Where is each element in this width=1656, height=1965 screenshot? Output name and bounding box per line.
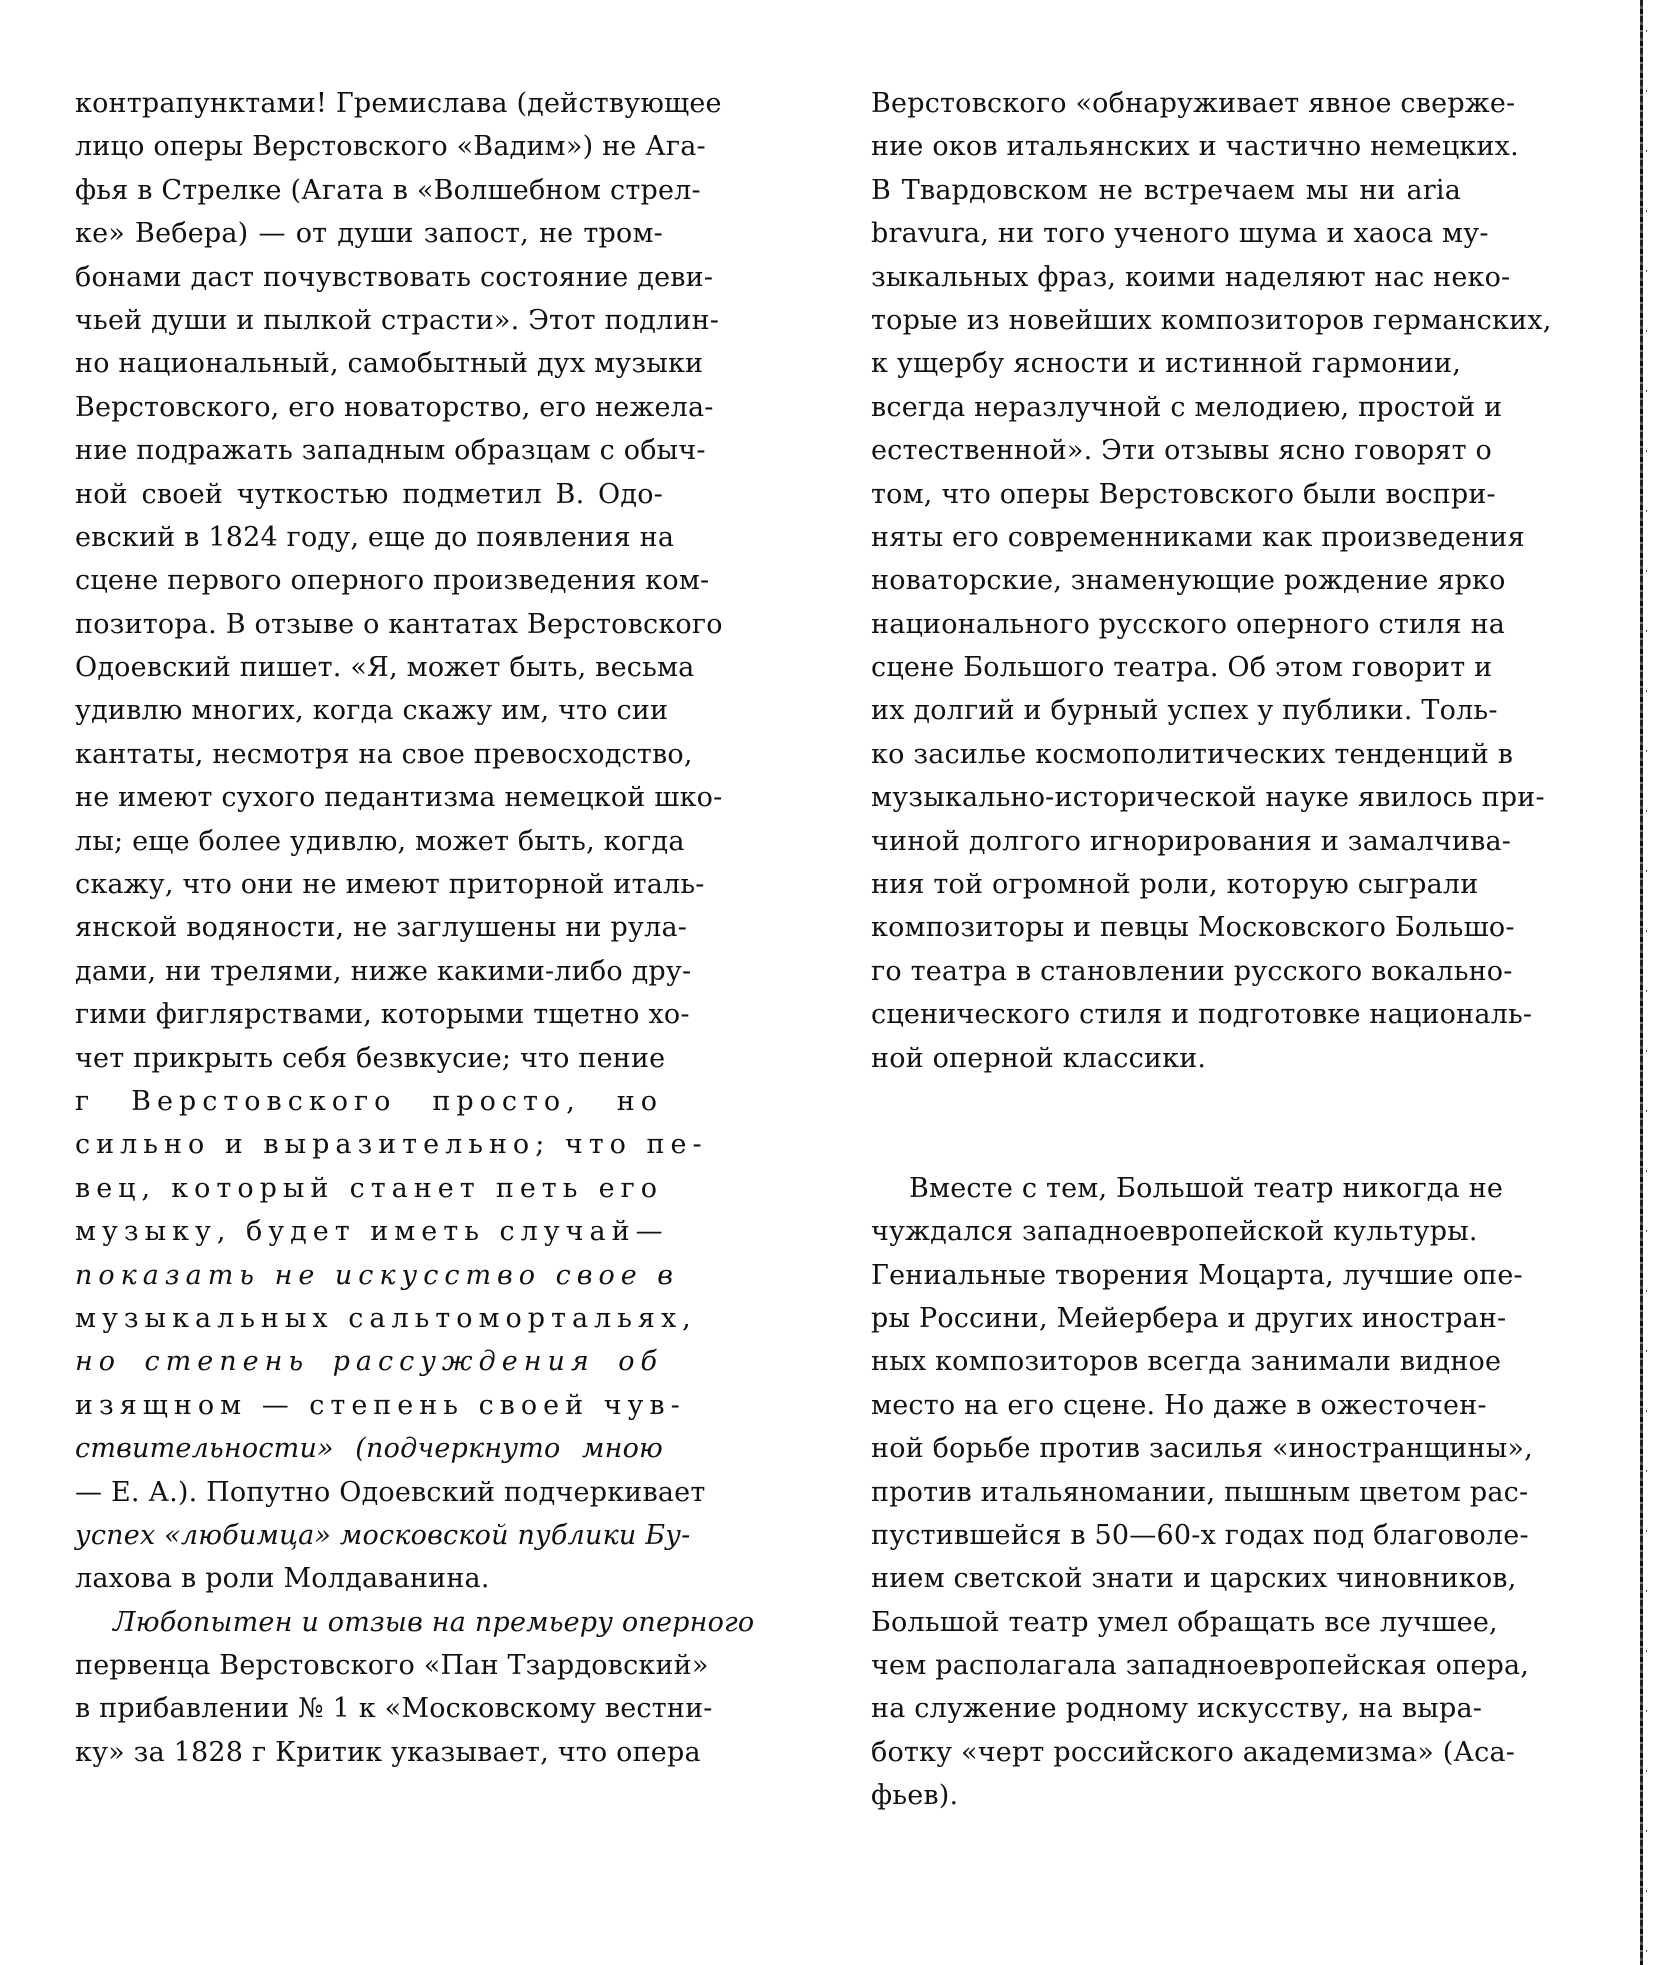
text-line: их долгий и бурный успех у публики. Толь- <box>871 695 1498 727</box>
text-line: всегда неразлучной с мелодиею, простой и <box>871 391 1503 423</box>
text-line-spaced: музыкальных сальтомортальях, <box>75 1302 697 1334</box>
text-line: bravura, ни того ученого шума и хаоса му- <box>871 218 1489 250</box>
text-line: Одоевский пишет. «Я, может быть, весьма <box>75 652 695 684</box>
text-line: лицо оперы Верстовского «Вадим») не Ага- <box>75 131 706 163</box>
text-line: лы; еще более удивлю, может быть, когда <box>75 825 685 857</box>
text-line: первенца Верстовского «Пан Тзардовский» <box>75 1650 709 1682</box>
text-line: В Твардовском не встречаем мы ни aria <box>871 174 1461 206</box>
text-line: сцене Большого театра. Об этом говорит и <box>871 652 1493 684</box>
paragraph-gap <box>871 1123 1461 1166</box>
text-line: на служение родному искусству, на выра- <box>871 1693 1483 1725</box>
text-line: фья в Стрелке (Агата в «Волшебном стрел- <box>75 174 701 206</box>
paragraph-gap <box>871 1080 1461 1123</box>
text-line: контрапунктами! Гремислава (действующее <box>75 88 722 119</box>
text-line: ке» Вебера) — от души запост, не тром- <box>75 218 663 250</box>
text-line: няты его современниками как произведения <box>871 521 1525 553</box>
text-line: успех «любимца» московской публики Бу- <box>75 1519 691 1551</box>
text-line: естественной». Эти отзывы ясно говорят о <box>871 435 1492 467</box>
text-line: ной своей чуткостью подметил В. Одо- <box>75 478 663 510</box>
text-line: ных композиторов всегда занимали видное <box>871 1346 1502 1378</box>
text-line: том, что оперы Верстовского были воспри- <box>871 478 1496 510</box>
text-line: дами, ни трелями, ниже какими-либо дру- <box>75 955 692 987</box>
text-line: евский в 1824 году, еще до появления на <box>75 521 675 553</box>
text-line: но национальный, самобытный дух музыки <box>75 348 704 380</box>
text-line: бонами даст почувствовать состояние деви- <box>75 261 714 293</box>
text-line: Большой театр умел обращать все лучшее, <box>871 1606 1498 1638</box>
text-line: чем располагала западноевропейская опера, <box>871 1650 1530 1682</box>
paragraph-start-line: Вместе с тем, Большой театр никогда не <box>909 1172 1504 1204</box>
text-line-spaced: сильно и выразительно; что пе- <box>75 1129 708 1161</box>
text-line: музыкально-исторической науке явилось при- <box>871 782 1545 814</box>
text-line: гими фиглярствами, которыми тщетно хо- <box>75 999 690 1031</box>
text-line: кантаты, несмотря на свое превосходство, <box>75 738 693 770</box>
text-line: Верстовского, его новаторство, его нежела- <box>75 391 714 423</box>
text-line: янской водяности, не заглушены ни рула- <box>75 912 688 944</box>
text-line: ния той огромной роли, которую сыграли <box>871 869 1479 901</box>
text-line: скажу, что они не имеют приторной италь- <box>75 869 705 901</box>
text-line: ние подражать западным образцам с обыч- <box>75 435 706 467</box>
text-line: пустившейся в 50—60-х годах под благоволе- <box>871 1519 1529 1551</box>
text-line: го театра в становлении русского вокально- <box>871 955 1513 987</box>
text-line: ствительности» (подчеркнуто мною <box>75 1433 663 1465</box>
text-line: ной оперной классики. <box>871 1042 1207 1074</box>
text-line: Гениальные творения Моцарта, лучшие опе- <box>871 1259 1523 1291</box>
page-edge-border <box>1640 0 1643 1965</box>
text-line: удивлю многих, когда скажу им, что сии <box>75 695 669 727</box>
text-line: национального русского оперного стиля на <box>871 608 1506 640</box>
text-line: ры Россини, Мейербера и других иностран- <box>871 1302 1507 1334</box>
text-line: к ущербу ясности и истинной гармонии, <box>871 348 1461 380</box>
text-line: ко засилье космополитических тенденций в <box>871 738 1514 770</box>
text-line: чет прикрыть себя безвкусие; что пение <box>75 1042 666 1074</box>
text-line: ной борьбе против засилья «иностранщины», <box>871 1433 1533 1465</box>
text-line: чуждался западноевропейской культуры. <box>871 1216 1478 1248</box>
right-column <box>871 82 1552 1818</box>
text-line: зыкальных фраз, коими наделяют нас неко- <box>871 261 1511 293</box>
text-line: лахова в роли Молдаванина. <box>75 1563 490 1595</box>
text-line: ние оков итальянских и частично немецких. <box>871 131 1519 163</box>
text-line: чиной долгого игнорирования и замалчива- <box>871 825 1512 857</box>
text-line-spaced: музыку, будет иметь случай— <box>75 1216 669 1248</box>
text-line-spaced: показать не искусство свое в <box>75 1259 679 1291</box>
text-line-spaced: вец, который станет петь его <box>75 1172 663 1204</box>
text-line: в прибавлении № 1 к «Московскому вестни- <box>75 1693 713 1725</box>
text-line: не имеют сухого педантизма немецкой шко- <box>75 782 723 814</box>
text-line: место на его сцене. Но даже в ожесточен- <box>871 1389 1487 1421</box>
left-column <box>75 82 755 1774</box>
text-line: против итальяномании, пышным цветом рас- <box>871 1476 1529 1508</box>
text-line: сценического стиля и подготовке националь- <box>871 999 1533 1031</box>
text-line-spaced: г Верстовского просто, но <box>75 1085 663 1117</box>
text-line: — Е. А.). Попутно Одоевский подчеркивает <box>75 1476 706 1508</box>
text-line-spaced: изящном — степень своей чув- <box>75 1389 686 1421</box>
text-line-spaced: но степень рассуждения об <box>75 1346 663 1378</box>
text-line: торые из новейших композиторов германских, <box>871 304 1552 336</box>
text-line: нием светской знати и царских чиновников, <box>871 1563 1517 1595</box>
text-line: сцене первого оперного произведения ком- <box>75 565 710 597</box>
text-line: новаторские, знаменующие рождение ярко <box>871 565 1506 597</box>
text-line: чьей души и пылкой страсти». Этот подлин- <box>75 304 720 336</box>
text-line: фьев). <box>871 1780 959 1812</box>
text-line: ботку «черт российского академизма» (Аса- <box>871 1736 1516 1768</box>
page-edge-shadow <box>1646 0 1647 1965</box>
text-line: Верстовского «обнаруживает явное сверже- <box>871 88 1516 119</box>
text-line: позитора. В отзыве о кантатах Верстовского <box>75 608 723 640</box>
text-line: композиторы и певцы Московского Большо- <box>871 912 1515 944</box>
paragraph-start-line: Любопытен и отзыв на премьеру оперного <box>113 1606 755 1638</box>
text-line: ку» за 1828 г Критик указывает, что опера <box>75 1736 701 1768</box>
